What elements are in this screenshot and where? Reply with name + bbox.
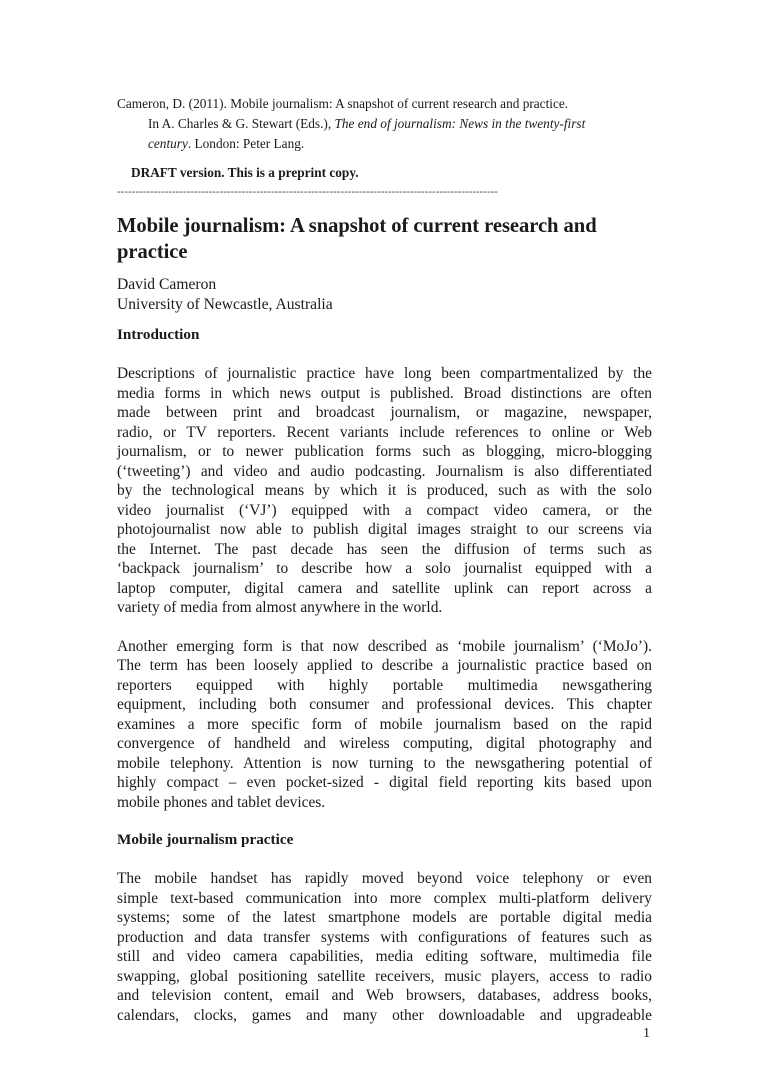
paragraph-line: and television content, email and Web browsers, databases, address books,: [117, 987, 652, 1005]
separator-line: --------------------------------------------------------------------------------------------------------: [117, 186, 498, 198]
paragraph-line: laptop computer, digital camera and satellite uplink can report across a: [117, 579, 652, 597]
paragraph-line: Descriptions of journalistic practice have long been compartmentalized by the: [117, 365, 652, 383]
paragraph-line: radio, or TV reporters. Recent variants include references to online or Web: [117, 423, 652, 441]
citation: [117, 94, 652, 154]
citation-book-title-cont: century: [148, 136, 188, 151]
paragraph-line: reporters equipped with highly portable multimedia newsgathering: [117, 676, 652, 694]
paragraph-line: The mobile handset has rapidly moved beyond voice telephony or even: [117, 870, 652, 888]
paragraph-line: systems; some of the latest smartphone models are portable digital media: [117, 909, 652, 927]
paragraph-line: variety of media from almost anywhere in the world.: [117, 599, 443, 617]
body-paragraph: [117, 637, 652, 813]
paragraph-line: swapping, global positioning satellite receivers, music players, access to radio: [117, 967, 652, 985]
citation-line-3: [117, 134, 652, 154]
paragraph-line: mobile telephony. Attention is now turning to the newsgathering potential of: [117, 754, 652, 772]
paragraph-line: (‘tweeting’) and video and audio podcasting. Journalism is also differentiated: [117, 462, 652, 480]
paragraph-line: highly compact – even pocket-sized - digital field reporting kits based upon: [117, 774, 652, 792]
citation-book-title: The end of journalism: News in the twenty-first: [334, 116, 586, 131]
paragraph-line: made between print and broadcast journalism, or magazine, newspaper,: [117, 404, 652, 422]
paragraph-line: equipment, including both consumer and professional devices. This chapter: [117, 696, 652, 714]
body-paragraph: [117, 364, 652, 618]
page-number: 1: [643, 1026, 650, 1041]
paragraph-line: the Internet. The past decade has seen the diffusion of terms such as: [117, 540, 652, 558]
paragraph-line: ‘backpack journalism’ to describe how a solo journalist equipped with a: [117, 560, 652, 578]
paragraph-line: examines a more specific form of mobile journalism based on the rapid: [117, 715, 652, 733]
paragraph-line: journalism, or to newer publication forms such as blogging, micro-blogging: [117, 443, 652, 461]
paragraph-line: photojournalist now able to publish digital images straight to our screens via: [117, 521, 652, 539]
paragraph-line: production and data transfer systems with configurations of features such as: [117, 928, 652, 946]
paragraph-line: calendars, clocks, games and many other downloadable and upgradeable: [117, 1006, 652, 1024]
author-name: David Cameron: [117, 276, 217, 293]
paragraph-line: convergence of handheld and wireless computing, digital photography and: [117, 735, 652, 753]
paragraph-line: Another emerging form is that now described as ‘mobile journalism’ (‘MoJo’).: [117, 637, 652, 655]
paragraph-line: mobile phones and tablet devices.: [117, 793, 326, 811]
paragraph-line: by the technological means by which it is produced, such as with the solo: [117, 482, 652, 500]
paragraph-line: The term has been loosely applied to describe a journalistic practice based on: [117, 657, 652, 675]
body-sections: [117, 325, 652, 1025]
paragraph-line: still and video camera capabilities, media editing software, multimedia file: [117, 948, 652, 966]
citation-line-2: [117, 114, 652, 134]
citation-line-1: Cameron, D. (2011). Mobile journalism: A snapshot of current research and practice.: [117, 96, 569, 111]
paragraph-line: media forms in which news output is published. Broad distinctions are often: [117, 384, 652, 402]
draft-note: DRAFT version. This is a preprint copy.: [131, 165, 359, 180]
body-paragraph: [117, 869, 652, 1025]
paragraph-line: video journalist (‘VJ’) equipped with a compact video camera, or the: [117, 501, 652, 519]
section-heading: Mobile journalism practice: [117, 831, 294, 849]
citation-editors: In A. Charles & G. Stewart (Eds.),: [148, 116, 335, 131]
paragraph-line: simple text-based communication into more complex multi-platform delivery: [117, 889, 652, 907]
citation-publisher: . London: Peter Lang.: [187, 136, 305, 151]
section-heading: Introduction: [117, 326, 200, 344]
document-title: Mobile journalism: A snapshot of current research and practice: [117, 215, 597, 263]
page-content: [117, 94, 652, 1025]
author-affiliation: University of Newcastle, Australia: [117, 296, 333, 314]
